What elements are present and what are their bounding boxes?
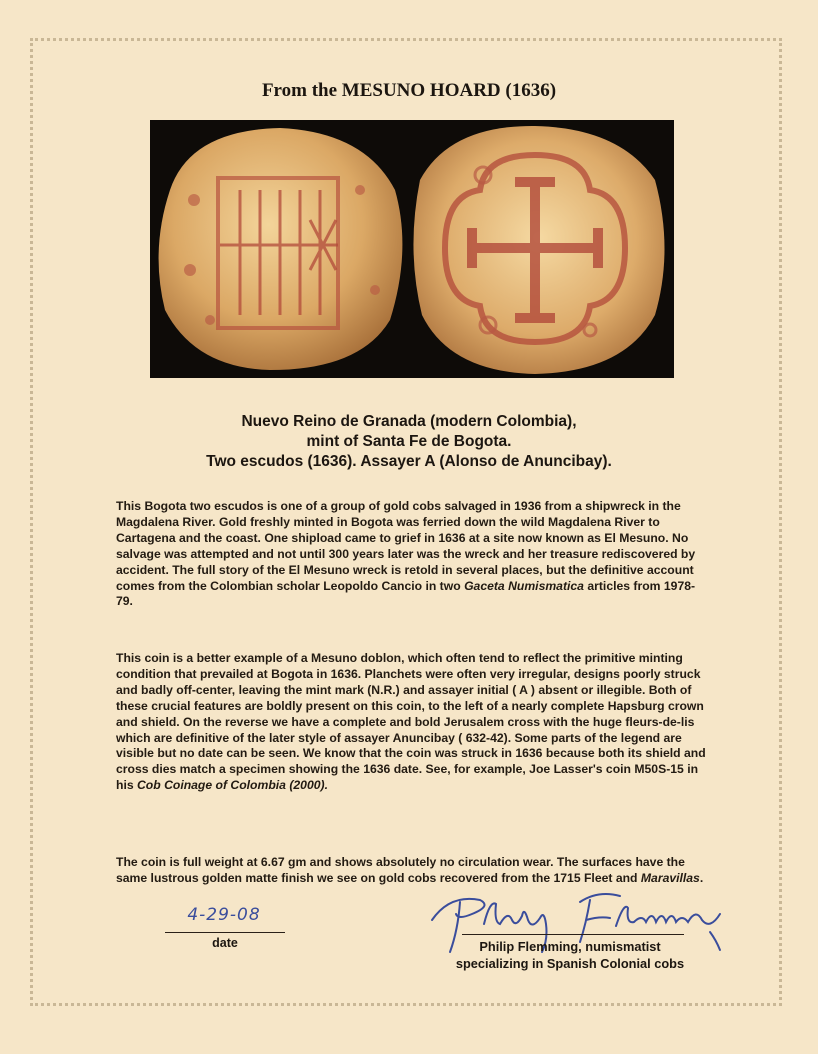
heading-line-1: Nuevo Reino de Granada (modern Colombia),: [241, 413, 577, 430]
paragraph-history-end: articles from 1978-79.: [116, 578, 696, 609]
handwritten-date: 4-29-08: [187, 905, 261, 925]
gaceta-title: Gaceta Numismatica: [464, 578, 584, 593]
paragraph-condition-text: The coin is full weight at 6.67 gm and shows absolutely no circulation wear. The surfaces have the same lustrous golden matte finish we see on gold cobs recovered from the 1715 Fleet and: [116, 855, 685, 885]
signature-line: [462, 934, 684, 935]
paragraph-history-text: This Bogota two escudos is one of a group of gold cobs salvaged in 1936 from a shipwreck in the Magdalena River. Gold freshly minted in Bogota was ferried down the wild Magdalena River to Cartagena and the coast. One shipload came to grief in 1636 at a site now known as El Mesuno. No salvage was attempted and not until 300 years later was the wreck and her treasure rediscovered by accident. The full story of the El Mesuno wreck is retold in several places, but the definitive account comes from the Colombian scholar Leopoldo Cancio in two: [116, 499, 696, 593]
date-line: [165, 932, 285, 933]
paragraph-history: [116, 499, 706, 610]
heading-line-2: mint of Santa Fe de Bogota.: [306, 433, 512, 450]
signer-name: Philip Flemming, numismatist: [479, 939, 661, 954]
signer-specialty: specializing in Spanish Colonial cobs: [455, 956, 685, 971]
paragraph-condition-end: .: [699, 870, 704, 885]
coin-image: [150, 120, 674, 378]
date-label: date: [212, 936, 238, 950]
coin-photo: [150, 120, 674, 378]
heading-line-3: Two escudos (1636). Assayer A (Alonso de Anuncibay).: [206, 453, 612, 470]
page-title: From the MESUNO HOARD (1636): [261, 80, 557, 101]
book-title: Cob Coinage of Colombia (2000).: [137, 778, 328, 793]
signer-block: [420, 938, 720, 972]
paragraph-description: [116, 651, 706, 794]
paragraph-description-text: This coin is a better example of a Mesuno doblon, which often tend to reflect the primitive minting condition that prevailed at Bogota in 1636. Planchets were often very irregular, designs poorly struck and badly off-center, leaving the mint mark (N.R.) and assayer initial ( A ) absent or illegible. Both of these crucial features are boldly present on this coin, to the left of a nearly complete Hapsburg crown and shield. On the reverse we have a complete and bold Jerusalem cross with the huge fleurs-de-lis which are definitive of the later style of assayer Anuncibay ( 632-42). Some parts of the legend are visible but no date can be seen. We know that the coin was struck in 1636 because both its shield and cross dies match a specimen showing the 1636 date. See, for example, Joe Lasser's coin M50S-15 in his: [116, 651, 706, 793]
maravillas-title: Maravillas: [640, 870, 700, 885]
coin-heading: [0, 412, 818, 472]
